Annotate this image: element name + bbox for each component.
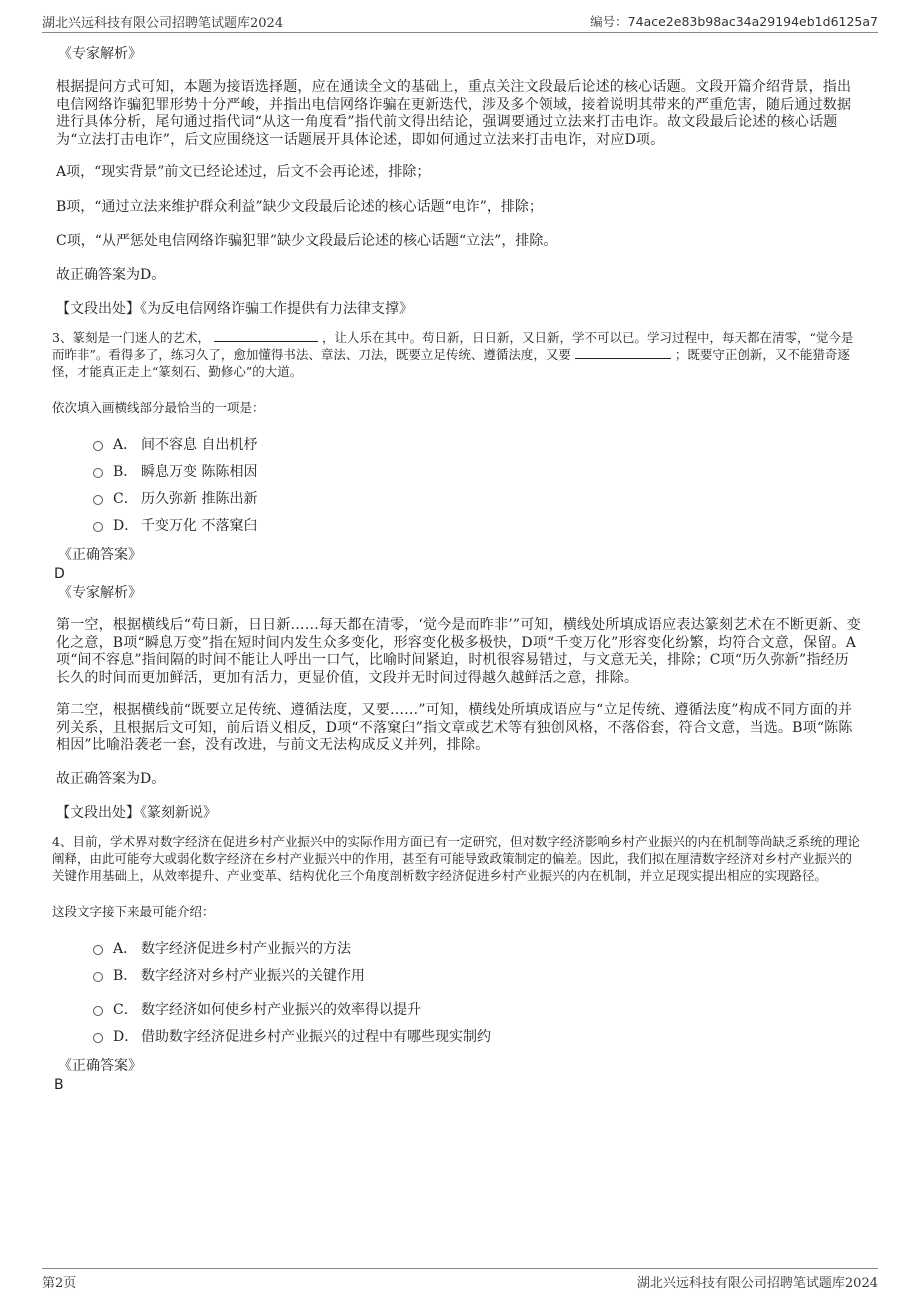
q3-option-c[interactable]: C． 历久弥新 推陈出新: [93, 488, 862, 508]
q2-analysis-b: B项，“通过立法来维护群众利益”缺少文段最后论述的核心话题“电诈”，排除；: [56, 199, 543, 215]
q3-prompt: 依次填入画横线部分最恰当的一项是：: [52, 400, 265, 415]
correct-answer-label: 《正确答案》: [58, 547, 142, 563]
footer-title: 湖北兴远科技有限公司招聘笔试题库2024: [636, 1276, 878, 1291]
q3-option-a[interactable]: A． 间不容息 自出机杼: [93, 434, 862, 454]
q3-option-d[interactable]: D． 千变万化 不落窠臼: [93, 515, 862, 535]
page-footer: [42, 1268, 878, 1291]
q3-answer: D: [54, 566, 65, 582]
header-title: 湖北兴远科技有限公司招聘笔试题库2024: [42, 16, 284, 31]
expert-analysis-label: 《专家解析》: [58, 585, 142, 601]
q4-answer: B: [54, 1076, 64, 1093]
correct-answer-label: 《正确答案》: [58, 1057, 142, 1074]
radio-icon[interactable]: [93, 495, 103, 505]
q4-option-d[interactable]: D． 借助数字经济促进乡村产业振兴的过程中有哪些现实制约: [93, 1026, 862, 1046]
page-content: [52, 44, 862, 1094]
q2-analysis: 根据提问方式可知，本题为接语选择题，应在通读全文的基础上，重点关注文段最后论述的核心话题。文段开篇介绍背景，指出电信网络诈骗犯罪形势十分严峻，并指出电信网络诈骗在更新迭代，涉及多个领域，接着说明其带来的严重危害，随后通过数据进行具体分析，尾句通过指代词“从这一角度看”指代前文得出结论，强调要通过立法来打击电诈。故文段最后论述的核心话题为“立法打击电诈”，后文应围绕这一话题展开具体论述，即如何通过立法来打击电诈，对应D项。: [56, 79, 852, 148]
q2-conclusion: 故正确答案为D。: [56, 267, 166, 283]
blank-2: [575, 346, 671, 359]
document-id: 编号：74ace2e83b98ac34a29194eb1d6125a7: [590, 14, 878, 29]
q3-conclusion: 故正确答案为D。: [56, 770, 166, 787]
q3-analysis-2: 第二空，根据横线前“既要立足传统、遵循法度，又要……”可知，横线处所填成语应与“立足传统、遵循法度”构成不同方面的并列关系，且根据后文可知，前后语义相反，D项“不落窠臼”指文章或艺术等有独创风格，不落俗套，符合文意，当选。B项“陈陈相因”比喻沿袭老一套，没有改进，与前文无法构成反义并列，排除。: [56, 702, 853, 753]
blank-1: [214, 329, 318, 342]
page-header: [42, 12, 878, 33]
radio-icon[interactable]: [93, 1006, 103, 1016]
radio-icon[interactable]: [93, 522, 103, 532]
radio-icon[interactable]: [93, 468, 103, 478]
q2-analysis-c: C项，“从严惩处电信网络诈骗犯罪”缺少文段最后论述的核心话题“立法”，排除。: [56, 233, 558, 249]
page-number: 第2页: [42, 1276, 77, 1291]
q2-analysis-a: A项，“现实背景”前文已经论述过，后文不会再论述，排除；: [56, 164, 431, 180]
q4-options: [56, 938, 862, 1046]
q4-stem: 4、目前，学术界对数字经济在促进乡村产业振兴中的实际作用方面已有一定研究，但对数字经济影响乡村产业振兴的内在机制等尚缺乏系统的理论阐释，由此可能夸大或弱化数字经济在乡村产业振兴中的作用，甚至有可能导致政策制定的偏差。因此，我们拟在厘清数字经济对乡村产业振兴的关键作用基础上，从效率提升、产业变革、结构优化三个角度剖析数字经济促进乡村产业振兴的内在机制，并立足现实提出相应的实现路径。: [52, 833, 860, 883]
radio-icon[interactable]: [93, 945, 103, 955]
q3-options: [56, 434, 862, 535]
q3-option-b[interactable]: B． 瞬息万变 陈陈相因: [93, 461, 862, 481]
q4-option-c[interactable]: C． 数字经济如何使乡村产业振兴的效率得以提升: [93, 999, 862, 1019]
q4-option-b[interactable]: B． 数字经济对乡村产业振兴的关键作用: [93, 965, 862, 985]
radio-icon[interactable]: [93, 441, 103, 451]
q3-source: 【文段出处】《篆刻新说》: [56, 804, 217, 821]
radio-icon[interactable]: [93, 972, 103, 982]
q4-prompt: 这段文字接下来最可能介绍：: [52, 903, 215, 919]
q4-option-a[interactable]: A． 数字经济促进乡村产业振兴的方法: [93, 938, 862, 958]
expert-analysis-label: 《专家解析》: [58, 46, 142, 62]
q3-stem: 3、篆刻是一门迷人的艺术， ，让人乐在其中。苟日新，日日新，又日新，学不可以已。学习过程中，每天都在清零，“觉今是而昨非”。看得多了，练习久了，愈加懂得书法、章法、刀法，既要立足传统、遵循法度，又要 ；既要守正创新，又不能猎奇逐怪，才能真正走上“篆刻石、勤修心”的大道。: [52, 330, 854, 379]
q2-source: 【文段出处】《为反电信网络诈骗工作提供有力法律支撑》: [56, 301, 413, 317]
q3-analysis-1: 第一空，根据横线后“苟日新，日日新……每天都在清零，‘觉今是而昨非’”可知，横线处所填成语应表达篆刻艺术在不断更新、变化之意，B项“瞬息万变”指在短时间内发生众多变化，形容变化极多极快，D项“千变万化”形容变化纷繁，均符合文意，保留。A项“间不容息”指间隔的时间不能让人呼出一口气，比喻时间紧迫，时机很容易错过，与文意无关，排除；C项“历久弥新”指经历长久的时间而更加鲜活，更加有活力，更显价值，文段并无时间过得越久越鲜活之意，排除。: [56, 617, 862, 686]
radio-icon[interactable]: [93, 1033, 103, 1043]
